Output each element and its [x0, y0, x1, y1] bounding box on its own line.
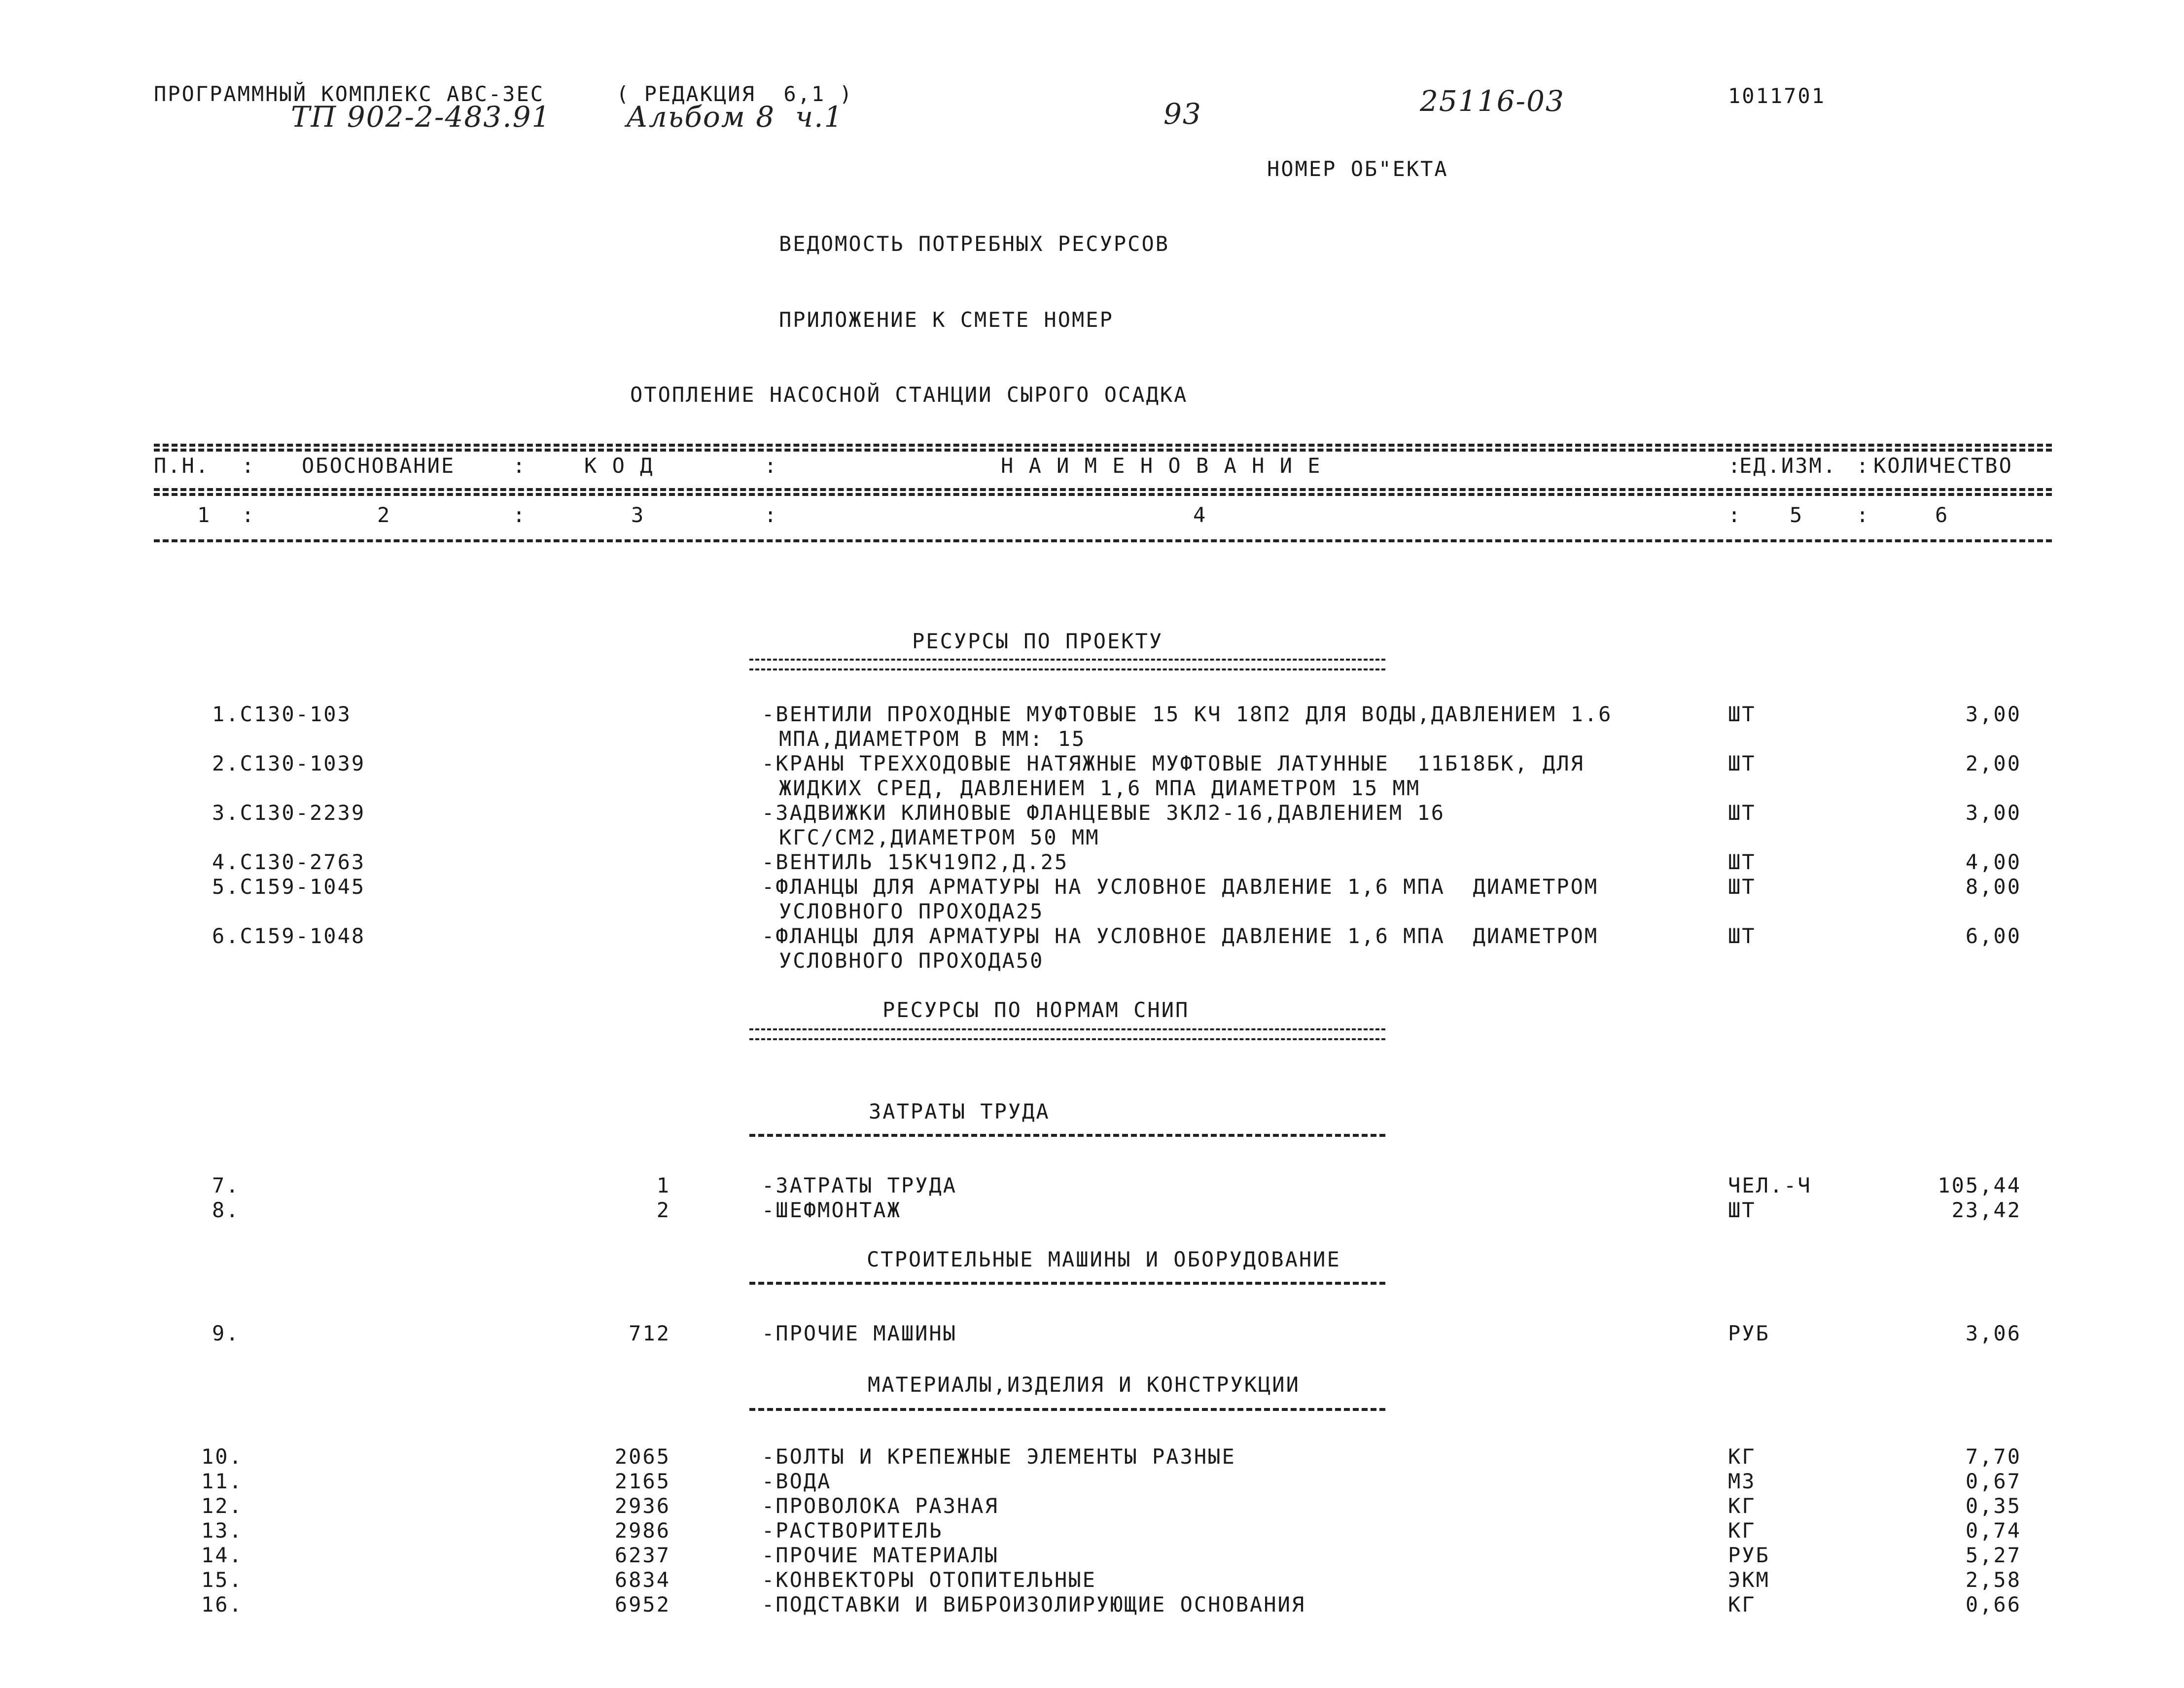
- row-pn: 10.: [201, 1444, 243, 1469]
- row-qty: 6,00: [1965, 924, 2021, 948]
- handwritten-tp: ТП 902-2-483.91: [291, 100, 551, 134]
- row-unit: КГ: [1728, 1518, 1756, 1543]
- row-name: -ПРОВОЛОКА РАЗНАЯ: [762, 1494, 999, 1518]
- row-pn: 11.: [201, 1469, 243, 1493]
- row-name: -БОЛТЫ И КРЕПЕЖНЫЕ ЭЛЕМЕНТЫ РАЗНЫЕ: [762, 1444, 1236, 1469]
- doc-code: 1011701: [1728, 84, 1826, 108]
- row-unit: М3: [1728, 1469, 1756, 1493]
- handwritten-number: 25116-03: [1420, 84, 1565, 118]
- row-code: 1: [656, 1173, 670, 1197]
- row-qty: 5,27: [1965, 1543, 2021, 1567]
- row-name: -КОНВЕКТОРЫ ОТОПИТЕЛЬНЫЕ: [762, 1568, 1096, 1592]
- row-qty: 4,00: [1965, 850, 2021, 874]
- row-qty: 105,44: [1937, 1173, 2021, 1197]
- row-name: -ШЕФМОНТАЖ: [762, 1198, 901, 1222]
- row-code: 712: [629, 1321, 670, 1345]
- appendix-title: ПРИЛОЖЕНИЕ К СМЕТЕ НОМЕР: [779, 308, 1114, 332]
- row-code: 2165: [614, 1469, 670, 1493]
- row-unit: ШТ: [1728, 875, 1756, 899]
- row-unit: РУБ: [1728, 1543, 1770, 1567]
- row-name: -ФЛАНЦЫ ДЛЯ АРМАТУРЫ НА УСЛОВНОЕ ДАВЛЕНИЕ 1,6 МПА ДИАМЕТРОМ: [762, 875, 1599, 899]
- row-code: 2986: [614, 1518, 670, 1543]
- row-name: -ПРОЧИЕ МАТЕРИАЛЫ: [762, 1543, 999, 1567]
- row-unit: РУБ: [1728, 1321, 1770, 1345]
- col-qty: КОЛИЧЕСТВО: [1873, 454, 2013, 478]
- col-basis: ОБОСНОВАНИЕ: [302, 454, 456, 478]
- row-name: -РАСТВОРИТЕЛЬ: [762, 1518, 943, 1543]
- row-unit: ЧЕЛ.-Ч: [1728, 1173, 1812, 1197]
- section-machines: СТРОИТЕЛЬНЫЕ МАШИНЫ И ОБОРУДОВАНИЕ: [867, 1247, 1341, 1271]
- section-project: РЕСУРСЫ ПО ПРОЕКТУ: [912, 629, 1163, 653]
- row-unit: КГ: [1728, 1444, 1756, 1469]
- subject-title: ОТОПЛЕНИЕ НАСОСНОЙ СТАНЦИИ СЫРОГО ОСАДКА: [630, 383, 1188, 407]
- program-name: ПРОГРАММНЫЙ КОМПЛЕКС АВС-3ЕС: [154, 82, 545, 106]
- row-pn: 12.: [201, 1494, 243, 1518]
- header-rule-top: [154, 444, 2052, 447]
- header-rule-mid: [154, 488, 2052, 491]
- row-qty: 23,42: [1951, 1198, 2021, 1222]
- row-pn: 9.: [212, 1321, 240, 1345]
- row-qty: 3,00: [1965, 801, 2021, 825]
- col-num-3: 3: [631, 503, 645, 527]
- col-num-4: 4: [1193, 503, 1207, 527]
- row-name: -ВЕНТИЛИ ПРОХОДНЫЕ МУФТОВЫЕ 15 КЧ 18П2 ДЛЯ ВОДЫ,ДАВЛЕНИЕМ 1.6: [762, 702, 1613, 726]
- section-project-underline: [749, 659, 1385, 670]
- row-code: 6952: [614, 1592, 670, 1617]
- row-code: 2936: [614, 1494, 670, 1518]
- section-snip: РЕСУРСЫ ПО НОРМАМ СНИП: [882, 998, 1190, 1022]
- col-name: Н А И М Е Н О В А Н И Е: [1001, 454, 1322, 478]
- row-pn: 7.: [212, 1173, 240, 1197]
- row-pn: 5.С159-1045: [212, 875, 366, 899]
- col-code: К О Д: [584, 454, 654, 478]
- row-name-cont: УСЛОВНОГО ПРОХОДА50: [779, 949, 1044, 973]
- row-code: 6834: [614, 1568, 670, 1592]
- row-name-cont: ЖИДКИХ СРЕД, ДАВЛЕНИЕМ 1,6 МПА ДИАМЕТРОМ 15 ММ: [779, 776, 1421, 800]
- col-num-1: 1: [197, 503, 211, 527]
- col-num-2: 2: [377, 503, 391, 527]
- section-materials-underline: [749, 1408, 1385, 1411]
- handwritten-album: Альбом 8 ч.1: [626, 100, 844, 134]
- row-name: -ЗАДВИЖКИ КЛИНОВЫЕ ФЛАНЦЕВЫЕ 3КЛ2-16,ДАВЛЕНИЕМ 16: [762, 801, 1445, 825]
- col-num-5: 5: [1790, 503, 1804, 527]
- row-pn: 1.С130-103: [212, 702, 352, 726]
- row-name: -ВОДА: [762, 1469, 832, 1493]
- row-qty: 0,74: [1965, 1518, 2021, 1543]
- col-num-6: 6: [1935, 503, 1949, 527]
- row-unit: ЭКМ: [1728, 1568, 1770, 1592]
- row-pn: 2.С130-1039: [212, 751, 366, 775]
- row-qty: 8,00: [1965, 875, 2021, 899]
- row-pn: 6.С159-1048: [212, 924, 366, 948]
- row-qty: 3,06: [1965, 1321, 2021, 1345]
- row-qty: 0,67: [1965, 1469, 2021, 1493]
- header-rule-top-2: [154, 449, 2052, 452]
- row-unit: ШТ: [1728, 924, 1756, 948]
- row-pn: 3.С130-2239: [212, 801, 366, 825]
- row-unit: ШТ: [1728, 751, 1756, 775]
- row-name: -ВЕНТИЛЬ 15КЧ19П2,Д.25: [762, 850, 1069, 874]
- row-pn: 13.: [201, 1518, 243, 1543]
- section-snip-underline: [749, 1028, 1385, 1040]
- row-unit: ШТ: [1728, 801, 1756, 825]
- row-pn: 16.: [201, 1592, 243, 1617]
- row-name: -ЗАТРАТЫ ТРУДА: [762, 1173, 957, 1197]
- section-labor: ЗАТРАТЫ ТРУДА: [869, 1099, 1050, 1124]
- row-qty: 0,35: [1965, 1494, 2021, 1518]
- section-labor-underline: [749, 1134, 1385, 1137]
- row-qty: 0,66: [1965, 1592, 2021, 1617]
- row-qty: 7,70: [1965, 1444, 2021, 1469]
- header-rule-mid-2: [154, 493, 2052, 496]
- row-qty: 3,00: [1965, 702, 2021, 726]
- row-unit: КГ: [1728, 1494, 1756, 1518]
- row-qty: 2,58: [1965, 1568, 2021, 1592]
- row-name: -ПРОЧИЕ МАШИНЫ: [762, 1321, 957, 1345]
- section-machines-underline: [749, 1282, 1385, 1285]
- col-pn: П.Н.: [154, 454, 210, 478]
- row-code: 6237: [614, 1543, 670, 1567]
- handwritten-page: 93: [1163, 97, 1202, 131]
- row-pn: 15.: [201, 1568, 243, 1592]
- main-title: ВЕДОМОСТЬ ПОТРЕБНЫХ РЕСУРСОВ: [779, 232, 1170, 256]
- edition: ( РЕДАКЦИЯ 6,1 ): [616, 82, 853, 106]
- row-unit: КГ: [1728, 1592, 1756, 1617]
- col-unit: ЕД.ИЗМ.: [1739, 454, 1837, 478]
- row-pn: 8.: [212, 1198, 240, 1222]
- row-qty: 2,00: [1965, 751, 2021, 775]
- row-name: -ПОДСТАВКИ И ВИБРОИЗОЛИРУЮЩИЕ ОСНОВАНИЯ: [762, 1592, 1306, 1617]
- section-materials: МАТЕРИАЛЫ,ИЗДЕЛИЯ И КОНСТРУКЦИИ: [868, 1372, 1300, 1397]
- row-unit: ШТ: [1728, 850, 1756, 874]
- row-code: 2065: [614, 1444, 670, 1469]
- row-unit: ШТ: [1728, 1198, 1756, 1222]
- row-name-cont: КГС/СМ2,ДИАМЕТРОМ 50 ММ: [779, 825, 1100, 849]
- row-pn: 14.: [201, 1543, 243, 1567]
- object-number-label: НОМЕР ОБ"ЕКТА: [1267, 157, 1448, 181]
- row-pn: 4.С130-2763: [212, 850, 366, 874]
- row-name: -ФЛАНЦЫ ДЛЯ АРМАТУРЫ НА УСЛОВНОЕ ДАВЛЕНИЕ 1,6 МПА ДИАМЕТРОМ: [762, 924, 1599, 948]
- row-unit: ШТ: [1728, 702, 1756, 726]
- row-name-cont: УСЛОВНОГО ПРОХОДА25: [779, 899, 1044, 923]
- row-name: -КРАНЫ ТРЕХХОДОВЫЕ НАТЯЖНЫЕ МУФТОВЫЕ ЛАТУННЫЕ 11Б18БК, ДЛЯ: [762, 751, 1585, 775]
- header-rule-bottom: [154, 539, 2052, 542]
- row-name-cont: МПА,ДИАМЕТРОМ В ММ: 15: [779, 727, 1086, 751]
- row-code: 2: [656, 1198, 670, 1222]
